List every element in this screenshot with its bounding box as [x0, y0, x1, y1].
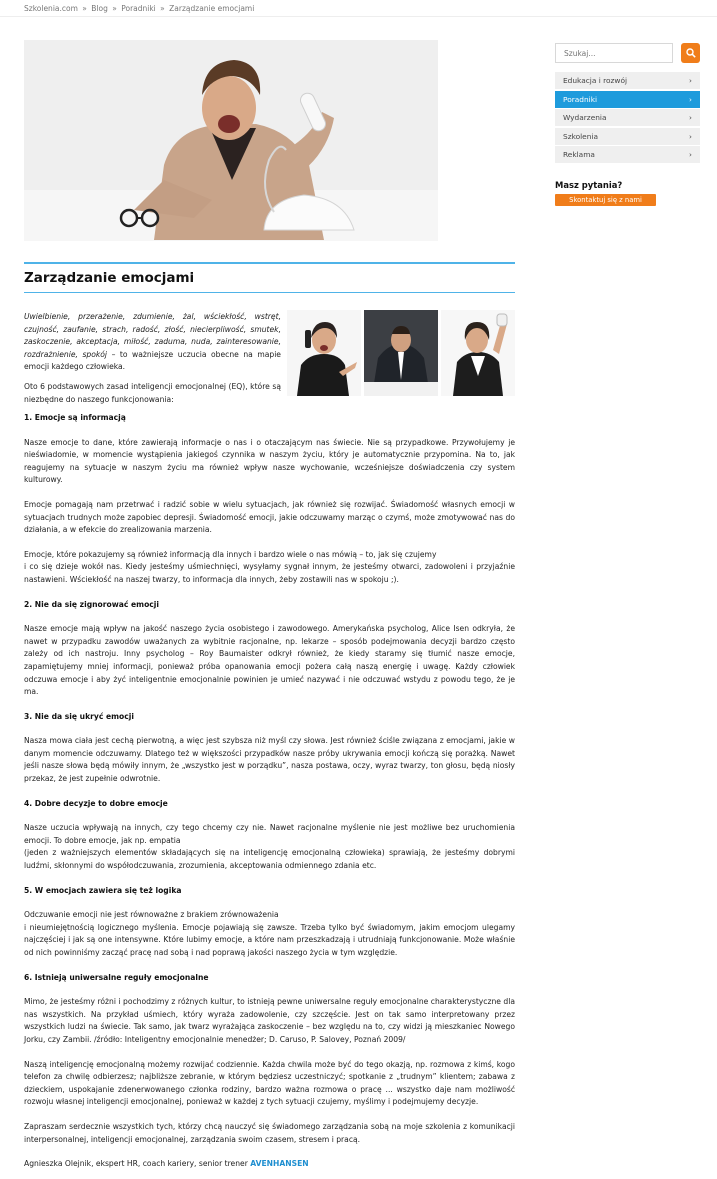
- sidebar-item-label: Wydarzenia: [563, 113, 607, 122]
- paragraph-line: i co się dzieje wokół nas. Kiedy jesteśmy uśmiechnięci, wysyłamy sygnał innym, że jesteśmy otwarci, zadowoleni i przyjaźnie nastawieni. Wściekłość na naszej twarzy, to informacja dla innych, żeby zostawili nas w spokoju ;).: [24, 562, 515, 584]
- article-paragraph: Nasze emocje mają wpływ na jakość naszego życia osobistego i zawodowego. Amerykańska psycholog, Alice Isen odkryła, że nawet w przypadku zawodów uważanych za wybitnie racjonalne, np. lekarze – sposób podejmowania decyzji bardzo często zależy od ich nastroju. Inny psycholog – Roy Baumaister odkrył również, że kiedy staramy się tłumić nasze emocje, zapamiętujemy mniej informacji, ponieważ próba opanowania emocji pożera całą naszą energię i uwagę. Każdy człowiek odczuwa emocje i aby żyć inteligentnie emocjonalnie powinien je umieć nazywać i nie odczuwać wstydu z powodu tego, że je ma.: [24, 624, 515, 697]
- article-intro: [24, 311, 281, 413]
- section-heading-4: 4. Dobre decyzje to dobre emocje: [24, 798, 168, 808]
- sidebar-item-label: Szkolenia: [563, 131, 598, 141]
- paragraph-line: Odczuwanie emocji nie jest równoważne z brakiem zrównoważenia: [24, 910, 279, 920]
- sidebar-item-edukacja[interactable]: [555, 72, 700, 89]
- chevron-right-icon: ›: [689, 76, 692, 85]
- intro-paragraph: [24, 311, 281, 374]
- page-title: Zarządzanie emocjami: [24, 270, 195, 286]
- article-header: [24, 262, 515, 293]
- author-text: Agnieszka Olejnik, ekspert HR, coach kariery, senior trener: [24, 1159, 251, 1169]
- paragraph-line: i nieumiejętnością logicznego myślenia. Emocje pojawiają się zawsze. Trzeba tylko być świadomym, jakim emocjom ulegamy najczęściej i jak są one intensywne. Które lubimy emocje, a które nam przeszkadzają i utrudniają funkcjonowanie. Może właśnie od nich powinniśmy zacząć pracę nad sobą i nad poprawą jakości naszego życia w tym względzie.: [24, 922, 515, 957]
- chevron-right-icon: ›: [689, 113, 692, 122]
- sidebar-item-label: Reklama: [563, 150, 595, 159]
- questions-heading: Masz pytania?: [555, 180, 623, 190]
- breadcrumb-poradniki-link[interactable]: Poradniki: [121, 4, 156, 13]
- sidebar-item-poradniki[interactable]: [555, 91, 700, 108]
- paragraph-line: Emocje, które pokazujemy są również informacją dla innych i bardzo wiele o nas mówią – to, jak się czujemy: [24, 549, 437, 559]
- intro-rest: – to ważniejsze uczucia obecne na mapie emocji każdego człowieka.: [24, 349, 281, 372]
- chevron-right-icon: ›: [689, 150, 692, 159]
- emotions-list: Uwielbienie, przerażenie, zdumienie, żal, wściekłość, wstręt, czujność, zaufanie, strach, radość, złość, niecierpliwość, smutek, zaskoczenie, akceptacja, miłość, zaduma, nuda, zainteresowanie, rozdrażnienie, spokój: [24, 312, 281, 359]
- chevron-right-icon: ›: [689, 131, 692, 141]
- article-paragraph: Emocje pomagają nam przetrwać i radzić sobie w wielu sytuacjach, jak również się rozwijać. Świadomość własnych emocji w sytuacjach trudnych może zapobiec depresji. Świadomość emocji, jakie odczuwamy marząc o czymś, może zmotywować nas do działania, a w efekcie do zrealizowania marzenia.: [24, 499, 515, 535]
- author-company-link[interactable]: AVENHANSEN: [250, 1159, 309, 1169]
- section-heading-3: 3. Nie da się ukryć emocji: [24, 711, 134, 721]
- search-input[interactable]: [555, 43, 673, 63]
- breadcrumb-separator: »: [79, 4, 90, 13]
- article-paragraph: Nasza mowa ciała jest cechą pierwotną, a więc jest szybsza niż myśl czy słowa. Jest również ściśle związana z emocjami, jakie w danym momencie odczuwamy. Dlatego też w większości przypadków nasze próby ukrywania emocji kończą się porażką. Nawet jeśli nasze słowa będą mówiły innym, że „wszystko jest w porządku”, nasza postawa, oczy, wyraz twarzy, ton głosu, będą niosły przekaz, że jest zupełnie odwrotnie.: [24, 736, 515, 784]
- sidebar-item-wydarzenia[interactable]: [555, 109, 700, 126]
- article-paragraph: Naszą inteligencję emocjonalną możemy rozwijać codziennie. Każda chwila może być do tego okazją, np. rozmowa z kimś, kogo telefon za chwilę odbierzesz; najbliższe zebranie, w którym będziesz uczestniczyć; spotkanie z „trudnym” klientem; zabawa z dzieckiem, uspokajanie zdenerwowanego członka rodziny, bardzo ważna rozmowa o pracę ... wszystko daje nam możliwość rozwoju własnej inteligencji emocjonalnej, ponieważ w każdej z tych sytuacji czujemy, myślimy i podejmujemy decyzje.: [24, 1059, 515, 1107]
- author-line: [24, 1158, 515, 1171]
- thumbnail-woman-shouting: [287, 310, 361, 396]
- article-paragraph: Zapraszam serdecznie wszystkich tych, którzy chcą nauczyć się świadomego zarządzania sobą na moje szkolenia z komunikacji interpersonalnej, inteligencji emocjonalnej, zarządzania swoim czasem, stresem i pracą.: [24, 1121, 515, 1144]
- thumbnail-woman-phone: [441, 310, 515, 396]
- header-divider: [0, 16, 717, 17]
- search-icon: [686, 48, 696, 58]
- article-paragraph: [24, 549, 515, 587]
- section-heading-6: 6. Istnieją uniwersalne reguły emocjonalne: [24, 972, 209, 982]
- sidebar-item-label: Poradniki: [563, 94, 598, 104]
- section-heading-2: 2. Nie da się zignorować emocji: [24, 599, 160, 609]
- sidebar-item-reklama[interactable]: [555, 146, 700, 163]
- breadcrumb-separator: »: [109, 4, 120, 13]
- thumbnail-man-desk: [364, 310, 438, 396]
- hero-image: [24, 40, 438, 241]
- search-button[interactable]: [681, 43, 700, 63]
- emotion-thumbnails: [287, 310, 515, 396]
- article-paragraph: Nasze emocje to dane, które zawierają informacje o nas i o otaczającym nas świecie. Nie są przypadkowe. Przywołujemy je nieświadomie, w momencie wystąpienia jakiegoś czynnika w naszym życiu, który je automatycznie przypomina. Na to, jak reagujemy na sytuacje w naszym życiu ma również wpływ nasze wychowanie, wcześniejsze doświadczenia czy system kulturowy.: [24, 437, 515, 485]
- sidebar-item-label: Edukacja i rozwój: [563, 76, 628, 85]
- article-body: [24, 412, 515, 1179]
- article-paragraph: Mimo, że jesteśmy różni i pochodzimy z różnych kultur, to istnieją pewne uniwersalne reguły emocjonalne charakterystyczne dla nas wszystkich. Na przykład uśmiech, który wyraża zadowolenie, czy szczęście. Jest on tak samo interpretowany przez wszystkich ludzi na świecie. Tak samo, jak twarz wyrażająca zaskoczenie – bez względu na to, czy widzi ją mieszkaniec Nowego Jorku, czy Zambii. /źródło: Inteligentny emocjonalnie menedżer; D. Caruso, P. Salovey, Poznań 2009/: [24, 997, 515, 1044]
- article-paragraph: [24, 909, 515, 959]
- chevron-right-icon: ›: [689, 94, 692, 104]
- title-rule-bottom: [24, 292, 515, 293]
- contact-button[interactable]: Skontaktuj się z nami: [555, 194, 656, 206]
- paragraph-line: Nasze uczucia wpływają na innych, czy tego chcemy czy nie. Nawet racjonalne myślenie nie jest możliwe bez uruchomienia emocji. To dobre emocje, jak np. empatia: [24, 823, 515, 845]
- breadcrumb-blog-link[interactable]: Blog: [91, 4, 108, 13]
- breadcrumb-current: Zarządzanie emocjami: [169, 4, 255, 13]
- breadcrumb-separator: »: [157, 4, 168, 13]
- section-heading-1: 1. Emocje są informacją: [24, 413, 126, 422]
- intro-paragraph-2: Oto 6 podstawowych zasad inteligencji emocjonalnej (EQ), które są niezbędne do naszego funkcjonowania:: [24, 381, 281, 404]
- paragraph-line: (jeden z ważniejszych elementów składających się na inteligencję emocjonalną człowieka) sprawiają, że jesteśmy dobrymi ludźmi, skłonnymi do współodczuwania, zrozumienia, akceptowania odmiennego zdania etc.: [24, 848, 515, 871]
- section-heading-5: 5. W emocjach zawiera się też logika: [24, 885, 182, 895]
- sidebar-menu: [555, 72, 700, 165]
- breadcrumb-home-link[interactable]: Szkolenia.com: [24, 4, 78, 13]
- article-paragraph: [24, 822, 515, 872]
- breadcrumb: [24, 4, 254, 13]
- sidebar-item-szkolenia[interactable]: [555, 128, 700, 145]
